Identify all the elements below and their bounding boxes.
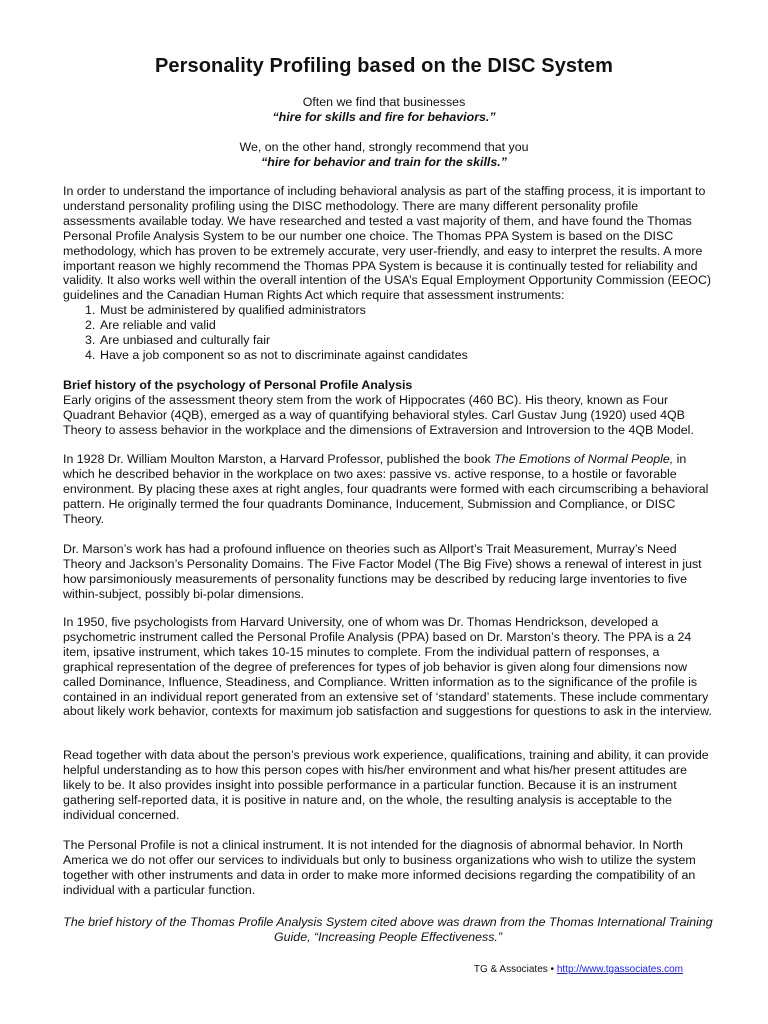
influence-paragraph-text: Dr. Marson’s work has had a profound influence on theories such as Allport’s Trait Measurement, Murray’s Need Theory and Jackson’s Personality Domains. The Five Factor Model (The Big Five) shows a renewal of interest in just how parsimoniously measurements of personality functions may be described by reducing large inventories to five within-subject, possibly bi-polar dimensions.: [63, 542, 702, 601]
section-heading: Brief history of the psychology of Personal Profile Analysis: [63, 378, 413, 392]
list-item-text: Must be administered by qualified administrators: [100, 303, 366, 317]
list-item: [63, 348, 468, 363]
marston-text-before: In 1928 Dr. William Moulton Marston, a Harvard Professor, published the book: [63, 452, 495, 466]
intro-line: We, on the other hand, strongly recommend that you: [239, 140, 529, 154]
main-paragraph: [63, 184, 713, 303]
list-item-text: Are reliable and valid: [100, 317, 216, 332]
footer-website-link[interactable]: http://www.tgassociates.com: [556, 964, 683, 975]
marston-text-after: in which he described behavior in the workplace on two axes: passive vs. active response, to a hostile or favorable environment. By placing these axes at right angles, four quadrants were formed with each circumscribing a behavioral pattern. He originally termed the four quadrants Dominance, Inducement, Submission and Compliance, or DISC Theory.: [63, 452, 709, 526]
book-title: The Emotions of Normal People,: [494, 452, 674, 466]
read-together-paragraph-text: Read together with data about the person’s previous work experience, qualifications, training and ability, it can provide helpful understanding as to how this person copes with his/her environment and what his/her present attitudes are likely to be. It also provides insight into possible performance in a particular function. Because it is an instrument gathering self-reported data, it is positive in nature and, on the whole, the resulting analysis is acceptable to the individual concerned.: [63, 748, 709, 822]
intro-quote-recommend: [0, 140, 768, 170]
history-section: [63, 378, 713, 438]
page-footer: [474, 964, 683, 976]
list-item: [63, 318, 468, 333]
ppa-paragraph: [63, 615, 713, 719]
intro-quote: “hire for behavior and train for the skills.”: [261, 155, 507, 169]
intro-quote: “hire for skills and fire for behaviors.”: [272, 110, 496, 124]
marston-paragraph-text: [63, 452, 713, 527]
list-item: [63, 333, 468, 348]
citation-note: The brief history of the Thomas Profile Analysis System cited above was drawn from the Thomas International Training Guide, “Increasing People Effectiveness.”: [63, 915, 713, 944]
intro-line: Often we find that businesses: [302, 95, 466, 109]
list-item-number: 2.: [85, 317, 96, 332]
list-item: [63, 303, 468, 318]
ppa-paragraph-text: In 1950, five psychologists from Harvard University, one of whom was Dr. Thomas Hendrickson, developed a psychometric instrument called the Personal Profile Analysis (PPA) based on Dr. Marston’s theory. The PPA is a 24 item, ipsative instrument, which takes 10-15 minutes to complete. From the individual pattern of responses, a graphical representation of the degree of preferences for types of job behavior is given along four dimensions now called Dominance, Influence, Steadiness, and Compliance. Written information as to the significance of the profile is contained in an individual report generated from an extensive set of ‘standard’ statements. These include commentary about likely work behavior, contexts for maximum job satisfaction and suggestions for questions to ask in the interview.: [63, 615, 712, 719]
personal-profile-paragraph-text: The Personal Profile is not a clinical instrument. It is not intended for the diagnosis of abnormal behavior. In North America we do not offer our services to individuals but only to business organizations who wish to utilize the system together with other instruments and data in order to make more informed decisions regarding the compatibility of an individual with a particular function.: [63, 838, 696, 897]
main-paragraph-text: In order to understand the importance of including behavioral analysis as part of the staffing process, it is important to understand personality profiling using the DISC methodology. There are many different personality profile assessments available today. We have researched and tested a vast majority of them, and have found the Thomas Personal Profile Analysis System to be our number one choice. The Thomas PPA System is based on the DISC methodology, which has proven to be extremely accurate, very user-friendly, and easy to interpret the results. A more important reason we highly recommend the Thomas PPA System is because it is continually tested for reliability and validity. It also works well within the overall intention of the USA’s Equal Employment Opportunity Commission (EEOC) guidelines and the Canadian Human Rights Act which require that assessment instruments:: [63, 184, 712, 303]
footer-company: TG & Associates •: [473, 964, 555, 975]
list-item-text: Are unbiased and culturally fair: [100, 332, 271, 347]
marston-paragraph: [63, 452, 713, 527]
influence-paragraph: [63, 542, 713, 602]
list-item-number: 4.: [85, 347, 96, 362]
list-item-number: 3.: [85, 332, 96, 347]
list-item-number: 1.: [85, 303, 96, 317]
list-item-text: Have a job component so as not to discriminate against candidates: [100, 347, 468, 362]
requirements-list: [63, 303, 468, 363]
intro-quote-hire: [0, 95, 768, 125]
read-together-paragraph: [63, 748, 713, 823]
page-title: Personality Profiling based on the DISC System: [154, 55, 614, 77]
history-paragraph: Early origins of the assessment theory stem from the work of Hippocrates (460 BC). His theory, known as Four Quadrant Behavior (4QB), emerged as a way of quantifying behavioral styles. Carl Gustav Jung (1920) used 4QB Theory to assess behavior in the workplace and the dimensions of Extraversion and Introversion to the 4QB Model.: [63, 392, 694, 437]
personal-profile-paragraph: [63, 838, 713, 898]
